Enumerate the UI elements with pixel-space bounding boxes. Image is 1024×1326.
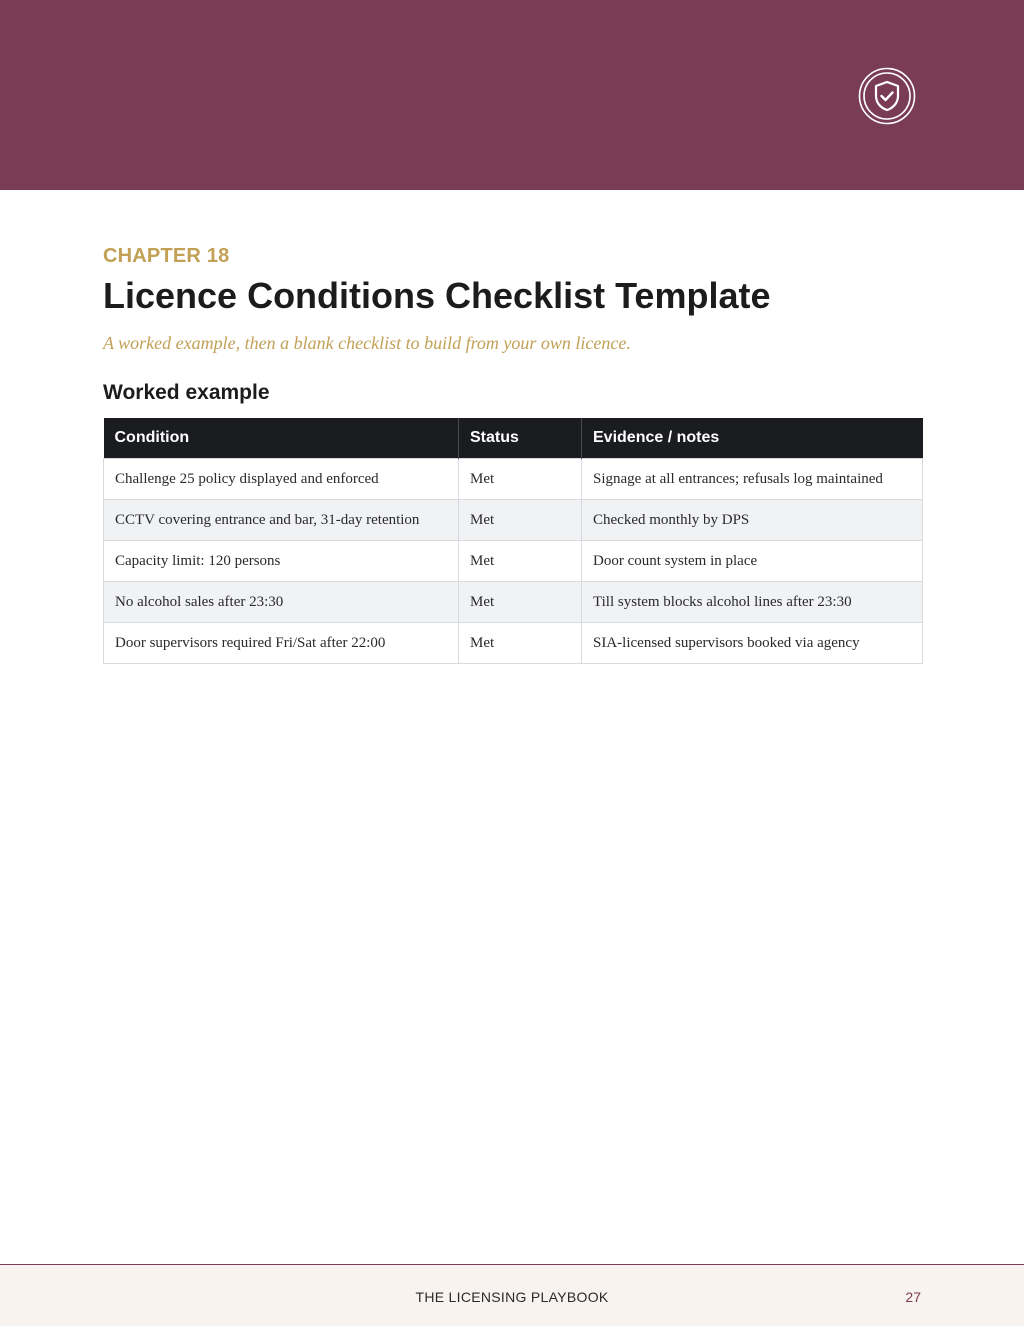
page-subtitle: A worked example, then a blank checklist to build from your own licence. <box>103 333 631 353</box>
conditions-table <box>103 418 923 664</box>
status-cell: Met <box>459 541 582 582</box>
section-heading: Worked example <box>103 381 270 404</box>
evidence-cell: Till system blocks alcohol lines after 23:30 <box>582 582 923 623</box>
page-content <box>103 244 922 664</box>
status-cell: Met <box>459 500 582 541</box>
page-footer <box>0 1264 1024 1326</box>
column-header-status: Status <box>459 418 582 459</box>
table-row <box>104 459 923 500</box>
table-row <box>104 500 923 541</box>
column-header-evidence: Evidence / notes <box>582 418 923 459</box>
evidence-cell: Door count system in place <box>582 541 923 582</box>
table-row <box>104 623 923 664</box>
condition-cell: No alcohol sales after 23:30 <box>104 582 459 623</box>
chapter-label: CHAPTER 18 <box>103 245 230 267</box>
status-cell: Met <box>459 582 582 623</box>
table-row <box>104 541 923 582</box>
table-row <box>104 582 923 623</box>
evidence-cell: Checked monthly by DPS <box>582 500 923 541</box>
column-header-condition: Condition <box>104 418 459 459</box>
status-cell: Met <box>459 623 582 664</box>
page-title: Licence Conditions Checklist Template <box>103 275 771 316</box>
evidence-cell: Signage at all entrances; refusals log maintained <box>582 459 923 500</box>
status-cell: Met <box>459 459 582 500</box>
evidence-cell: SIA-licensed supervisors booked via agency <box>582 623 923 664</box>
shield-check-icon <box>858 67 916 125</box>
page-number: 27 <box>905 1289 921 1305</box>
footer-title: THE LICENSING PLAYBOOK <box>415 1289 609 1305</box>
condition-cell: Door supervisors required Fri/Sat after 22:00 <box>104 623 459 664</box>
condition-cell: Challenge 25 policy displayed and enforced <box>104 459 459 500</box>
condition-cell: Capacity limit: 120 persons <box>104 541 459 582</box>
table-header-row <box>104 418 923 459</box>
condition-cell: CCTV covering entrance and bar, 31-day retention <box>104 500 459 541</box>
header-banner <box>0 0 1024 190</box>
